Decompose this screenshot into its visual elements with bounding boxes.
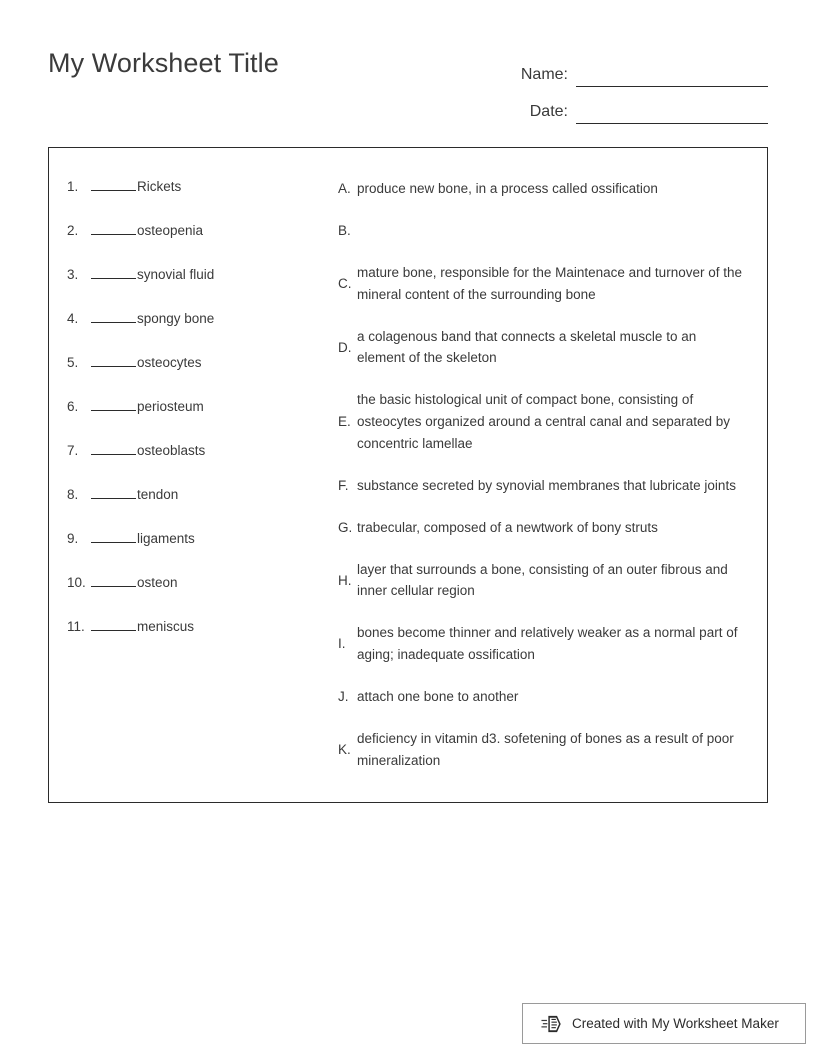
definition-text: trabecular, composed of a newtwork of bony struts [357,519,658,535]
definition-text: layer that surrounds a bone, consisting of an outer fibrous and inner cellular region [357,561,728,599]
pen-nib-icon [541,1013,563,1035]
term-row [67,266,334,310]
term-number: 8. [67,487,79,502]
definition-row [338,559,745,603]
definition-row [338,728,745,772]
term-label: synovial fluid [137,267,215,282]
date-label: Date: [529,103,568,120]
matching-exercise-box [48,147,768,803]
term-answer-blank[interactable] [91,354,136,367]
term-label: periosteum [137,399,204,414]
badge-label: Created with My Worksheet Maker [572,1016,779,1031]
term-label: meniscus [137,619,195,634]
definition-letter: A. [338,181,351,196]
definition-letter: D. [338,339,352,355]
definition-letter: G. [338,519,353,535]
definition-letter: H. [338,572,352,588]
term-label: spongy bone [137,311,215,326]
definition-row [338,622,745,666]
term-answer-blank[interactable] [91,530,136,543]
definition-row [338,389,745,455]
created-with-badge[interactable] [522,1003,806,1044]
term-number: 3. [67,267,79,282]
term-label: ligaments [137,531,195,546]
definition-text: bones become thinner and relatively weaker as a normal part of aging; inadequate ossification [357,625,738,663]
definition-text: substance secreted by synovial membranes that lubricate joints [357,477,736,493]
definition-row [338,178,745,200]
term-number: 9. [67,531,79,546]
term-row [67,530,334,574]
definition-row [338,220,745,242]
definitions-column [334,170,767,802]
term-number: 1. [67,179,79,194]
definition-letter: C. [338,275,352,291]
term-label: Rickets [137,179,182,194]
definition-text: deficiency in vitamin d3. sofetening of bones as a result of poor mineralization [357,730,734,768]
term-answer-blank[interactable] [91,222,136,235]
definition-row [338,686,745,708]
term-answer-blank[interactable] [91,442,136,455]
term-row [67,222,334,266]
page-title: My Worksheet Title [48,48,279,78]
term-label: tendon [137,487,179,502]
matching-columns [49,148,767,802]
definition-letter: F. [338,477,349,493]
term-row [67,354,334,398]
term-answer-blank[interactable] [91,310,136,323]
name-label: Name: [520,66,568,83]
date-row [498,87,768,124]
term-number: 10. [67,575,86,590]
name-input-line[interactable] [576,66,768,87]
term-answer-blank[interactable] [91,618,136,631]
definition-row [338,475,745,497]
definition-text: the basic histological unit of compact bone, consisting of osteocytes organized around a central canal and separated by concentric lamellae [357,392,730,452]
term-label: osteoblasts [137,443,206,458]
term-row [67,574,334,618]
definition-letter: I. [338,636,346,652]
worksheet-header [0,0,816,130]
term-row [67,618,334,662]
term-row [67,442,334,486]
date-input-line[interactable] [576,103,768,124]
term-answer-blank[interactable] [91,178,136,191]
term-number: 2. [67,223,79,238]
term-number: 6. [67,399,79,414]
term-label: osteon [137,575,178,590]
name-date-block [498,50,768,124]
term-number: 5. [67,355,79,370]
terms-column [49,170,334,802]
term-answer-blank[interactable] [91,398,136,411]
term-answer-blank[interactable] [91,574,136,587]
definition-letter: E. [338,414,351,430]
definition-row [338,262,745,306]
definition-text: produce new bone, in a process called ossification [357,181,658,196]
definition-row [338,517,745,539]
term-row [67,398,334,442]
term-answer-blank[interactable] [91,266,136,279]
term-row [67,310,334,354]
term-row [67,178,334,222]
term-row [67,486,334,530]
term-label: osteopenia [137,223,204,238]
term-number: 11. [67,619,85,634]
definition-letter: B. [338,222,351,238]
definition-letter: K. [338,741,351,757]
term-answer-blank[interactable] [91,486,136,499]
definition-text: a colagenous band that connects a skeletal muscle to an element of the skeleton [357,328,697,366]
definition-letter: J. [338,689,349,705]
term-number: 7. [67,443,79,458]
definition-text: attach one bone to another [357,689,519,705]
term-label: osteocytes [137,355,202,370]
term-number: 4. [67,311,79,326]
name-row [498,50,768,87]
definition-row [338,326,745,370]
definition-text: mature bone, responsible for the Maintenace and turnover of the mineral content of the surrounding bone [357,264,742,302]
